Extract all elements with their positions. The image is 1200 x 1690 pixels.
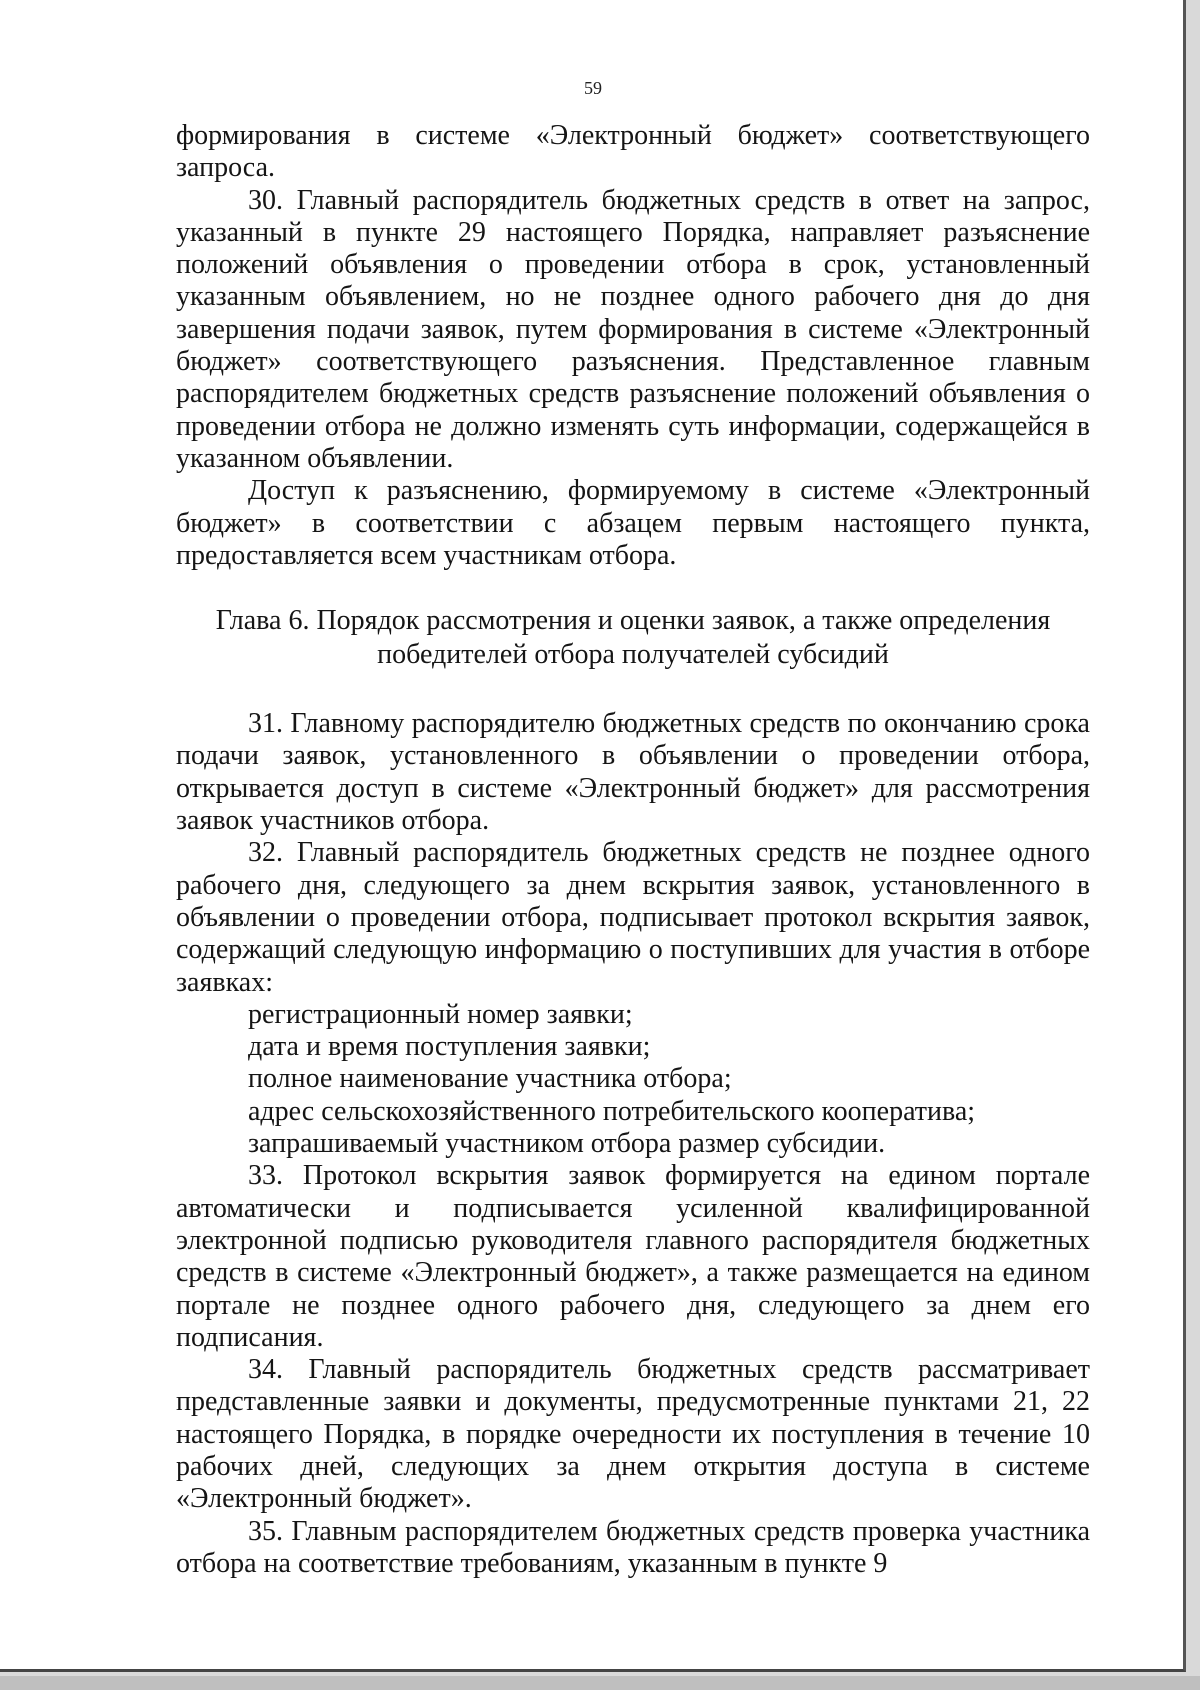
paragraph-access-clarification: Доступ к разъяснению, формируемому в системе «Электронный бюджет» в соответствии с абзацем первым настоящего пункта, предоставляется всем участникам отбора. — [176, 475, 1090, 571]
paragraph-item-35: 35. Главным распорядителем бюджетных средств проверка участника отбора на соответствие требованиям, указанным в пункте 9 — [176, 1515, 1090, 1579]
paragraph-item-32: 32. Главный распорядитель бюджетных средств не позднее одного рабочего дня, следующего за днем вскрытия заявок, установленного в объявлении о проведении отбора, подписывает протокол вскрытия заявок, содержащий следующую информацию о поступивших для участия в отборе заявках: — [176, 837, 1090, 998]
paragraph-item-31: 31. Главному распорядителю бюджетных средств по окончанию срока подачи заявок, установленного в объявлении о проведении отбора, открывается доступ в системе «Электронный бюджет» для рассмотрения заявок участников отбора. — [176, 708, 1090, 837]
list-item: полное наименование участника отбора; — [248, 1063, 732, 1095]
spacer — [176, 572, 1090, 604]
list-item: регистрационный номер заявки; — [248, 998, 633, 1030]
document-body — [176, 120, 1090, 1580]
paragraph-item-34: 34. Главный распорядитель бюджетных средств рассматривает представленные заявки и документы, предусмотренные пунктами 21, 22 настоящего Порядка, в порядке очередности их поступления в течение 10 рабочих дней, следующих за днем открытия доступа в системе «Электронный бюджет». — [176, 1354, 1090, 1515]
paragraph-item-30: 30. Главный распорядитель бюджетных средств в ответ на запрос, указанный в пункте 29 настоящего Порядка, направляет разъяснение положений объявления о проведении отбора в срок, установленный указанным объявлением, но не позднее одного рабочего дня до дня завершения подачи заявок, путем формирования в системе «Электронный бюджет» соответствующего разъяснения. Представленное главным распорядителем бюджетных средств разъяснение положений объявления о проведении отбора не должно изменять суть информации, содержащейся в указанном объявлении. — [176, 184, 1090, 474]
page-number: 59 — [584, 78, 602, 98]
list-item: запрашиваемый участником отбора размер субсидии. — [248, 1128, 886, 1160]
chapter-heading: Глава 6. Порядок рассмотрения и оценки заявок, а также определения победителей отбора получателей субсидий — [215, 605, 1051, 671]
list-item: адрес сельскохозяйственного потребительского кооператива; — [248, 1095, 976, 1127]
list-item: дата и время поступления заявки; — [248, 1031, 651, 1063]
scan-edge — [0, 1676, 1200, 1690]
paragraph-item-33: 33. Протокол вскрытия заявок формируется на едином портале автоматически и подписывается усиленной квалифицированной электронной подписью руководителя главного распорядителя бюджетных средств в системе «Электронный бюджет», а также размещается на едином портале не позднее одного рабочего дня, следующего за днем его подписания. — [176, 1160, 1090, 1353]
spacer — [176, 672, 1090, 708]
paragraph-continuation: формирования в системе «Электронный бюджет» соответствующего запроса. — [176, 120, 1090, 184]
